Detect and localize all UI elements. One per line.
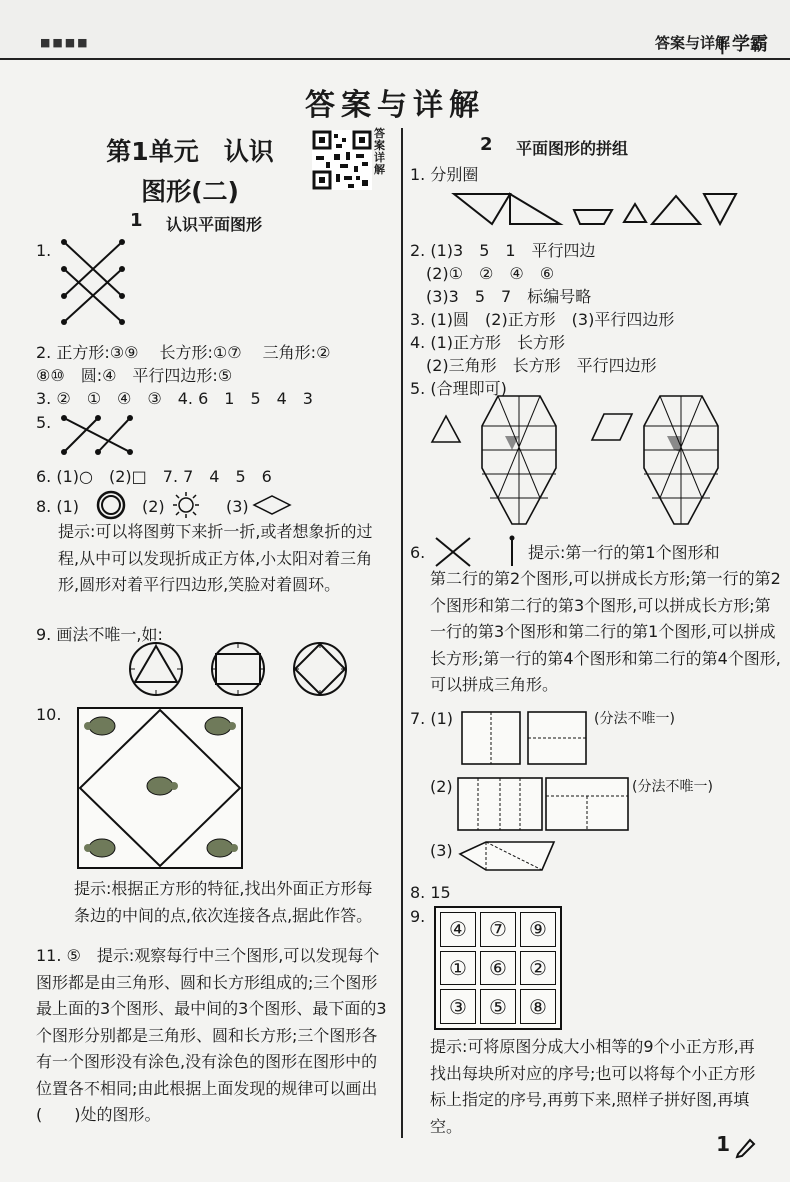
header-marks: ■■■■ xyxy=(40,36,90,49)
unit-title xyxy=(80,132,300,212)
r-q7-1-label: 7. (1) xyxy=(410,709,454,728)
section1-title: 认识平面图形 xyxy=(166,215,263,234)
r-q5-label: 5. (合理即可) xyxy=(410,379,507,398)
r-q2-a: 2. (1)3 5 1 平行四边 xyxy=(410,241,596,260)
r-q9-label: 9. xyxy=(410,907,426,926)
r-q8: 8. 15 xyxy=(410,883,451,902)
r-q2-c: (3)3 5 7 标编号略 xyxy=(410,287,592,306)
q5-label: 5. xyxy=(36,413,52,432)
q10-label: 10. xyxy=(36,705,62,724)
grid-cell: ⑨ xyxy=(520,912,556,947)
q8-hint: 提示:可以将图剪下来折一折,或者想象折的过程,从中可以发现折成正方体,小太阳对着三角形,圆形对着平行四边形,笑脸对着圆环。 xyxy=(58,522,373,594)
brand-logo: | 学霸 xyxy=(719,34,768,55)
r-q1-label: 1. 分别圈 xyxy=(410,165,479,184)
column-divider xyxy=(401,128,403,1138)
section2-title: 平面图形的拼组 xyxy=(516,139,629,158)
r-q4-a: 4. (1)正方形 长方形 xyxy=(410,333,566,352)
r-q6-label: 6. xyxy=(410,543,426,562)
qr-code-icon[interactable] xyxy=(312,130,372,190)
sun-icon xyxy=(170,490,202,520)
r-q7-1-figures xyxy=(460,710,590,766)
page-number: 1 xyxy=(716,1132,730,1156)
page-title: 答案与详解 xyxy=(305,88,485,123)
grid-cell: ⑦ xyxy=(480,912,516,947)
grid-cell: ⑥ xyxy=(480,951,516,986)
r-q2-b: (2)① ② ④ ⑥ xyxy=(410,264,555,283)
r-q1-shapes xyxy=(452,190,742,230)
r-q9-grid xyxy=(434,906,562,1030)
q9-label: 9. 画法不唯一,如: xyxy=(36,625,163,644)
grid-cell: ③ xyxy=(440,989,476,1024)
q10-hint: 提示:根据正方形的特征,找出外面正方形每条边的中间的点,依次连接各点,据此作答。 xyxy=(74,879,373,925)
header-label: 答案与详解 xyxy=(654,34,730,52)
q6-q7: 6. (1)○ (2)□ 7. 7 4 5 6 xyxy=(36,467,272,486)
r-q9-hint: 提示:可将原图分成大小相等的9个小正方形,再找出每块所对应的序号;也可以将每个小正方形标上指定的序号,再剪下来,照样子拼好图,再填空。 xyxy=(430,1037,756,1136)
q1-label: 1. xyxy=(36,241,52,260)
r-q4-b: (2)三角形 长方形 平行四边形 xyxy=(410,356,657,375)
rhombus-icon xyxy=(252,494,292,516)
grid-cell: ④ xyxy=(440,912,476,947)
unit-title-line2: 图形(二) xyxy=(141,177,239,206)
q2-line2: ⑧⑩ 圆:④ 平行四边形:⑤ xyxy=(36,366,233,385)
r-q7-3-figure xyxy=(458,838,558,874)
grid-cell: ⑤ xyxy=(480,989,516,1024)
section2-number: 2 xyxy=(480,134,493,155)
r-q7-2-figures xyxy=(456,776,630,832)
q1-matching-lines xyxy=(58,236,128,328)
double-circle-icon xyxy=(96,490,126,520)
qr-caption: 答案详解 xyxy=(374,127,385,176)
section1-number: 1 xyxy=(130,210,143,231)
q8-part3: (3) xyxy=(226,497,249,516)
pencil-icon xyxy=(734,1136,756,1158)
r-q7-note1: (分法不唯一) xyxy=(594,711,675,727)
r-q7-2-label: (2) xyxy=(430,777,453,796)
q9-clock-figures xyxy=(128,640,358,698)
r-q7-note2: (分法不唯一) xyxy=(632,779,713,795)
grid-cell: ⑧ xyxy=(520,989,556,1024)
r-q6-hint: 第二行的第2个图形,可以拼成长方形;第一行的第2个图形和第二行的第3个图形,可以拼成长方形;第一行的第3个图形和第二行的第1个图形,可以拼成长方形;第一行的第4个图形和第二行的第4个图形,可以拼成三角形。 xyxy=(430,569,781,694)
r-q3: 3. (1)圆 (2)正方形 (3)平行四边形 xyxy=(410,310,675,329)
unit-title-line1: 第1单元 认识 xyxy=(106,137,274,166)
q5-matching-lines xyxy=(58,410,138,460)
grid-cell: ② xyxy=(520,951,556,986)
r-q5-hexagon-figures xyxy=(428,394,728,544)
q10-square-figure xyxy=(76,706,244,870)
q2-line1: 2. 正方形:③⑨ 长方形:①⑦ 三角形:② xyxy=(36,343,331,362)
q8-label: 8. (1) xyxy=(36,497,80,516)
q11-text: 11. ⑤ 提示:观察每行中三个图形,可以发现每个图形都是由三角形、圆和长方形组成的;三个图形最上面的3个图形、最中间的3个图形、最下面的3个图形分别都是三角形、圆和长方形;三个图形各有一个图形没有涂色,没有涂色的图形在图形中的位置各不相同;由此根据上面发现的规律可以画出( )处的图形。 xyxy=(36,946,387,1124)
grid-cell: ① xyxy=(440,951,476,986)
r-q6-hint-first: 提示:第一行的第1个图形和 xyxy=(528,543,720,562)
r-q6-matching-lines xyxy=(430,534,520,570)
q3-q4: 3. ② ① ④ ③ 4. 6 1 5 4 3 xyxy=(36,389,313,408)
r-q7-3-label: (3) xyxy=(430,841,453,860)
q8-part2: (2) xyxy=(142,497,165,516)
